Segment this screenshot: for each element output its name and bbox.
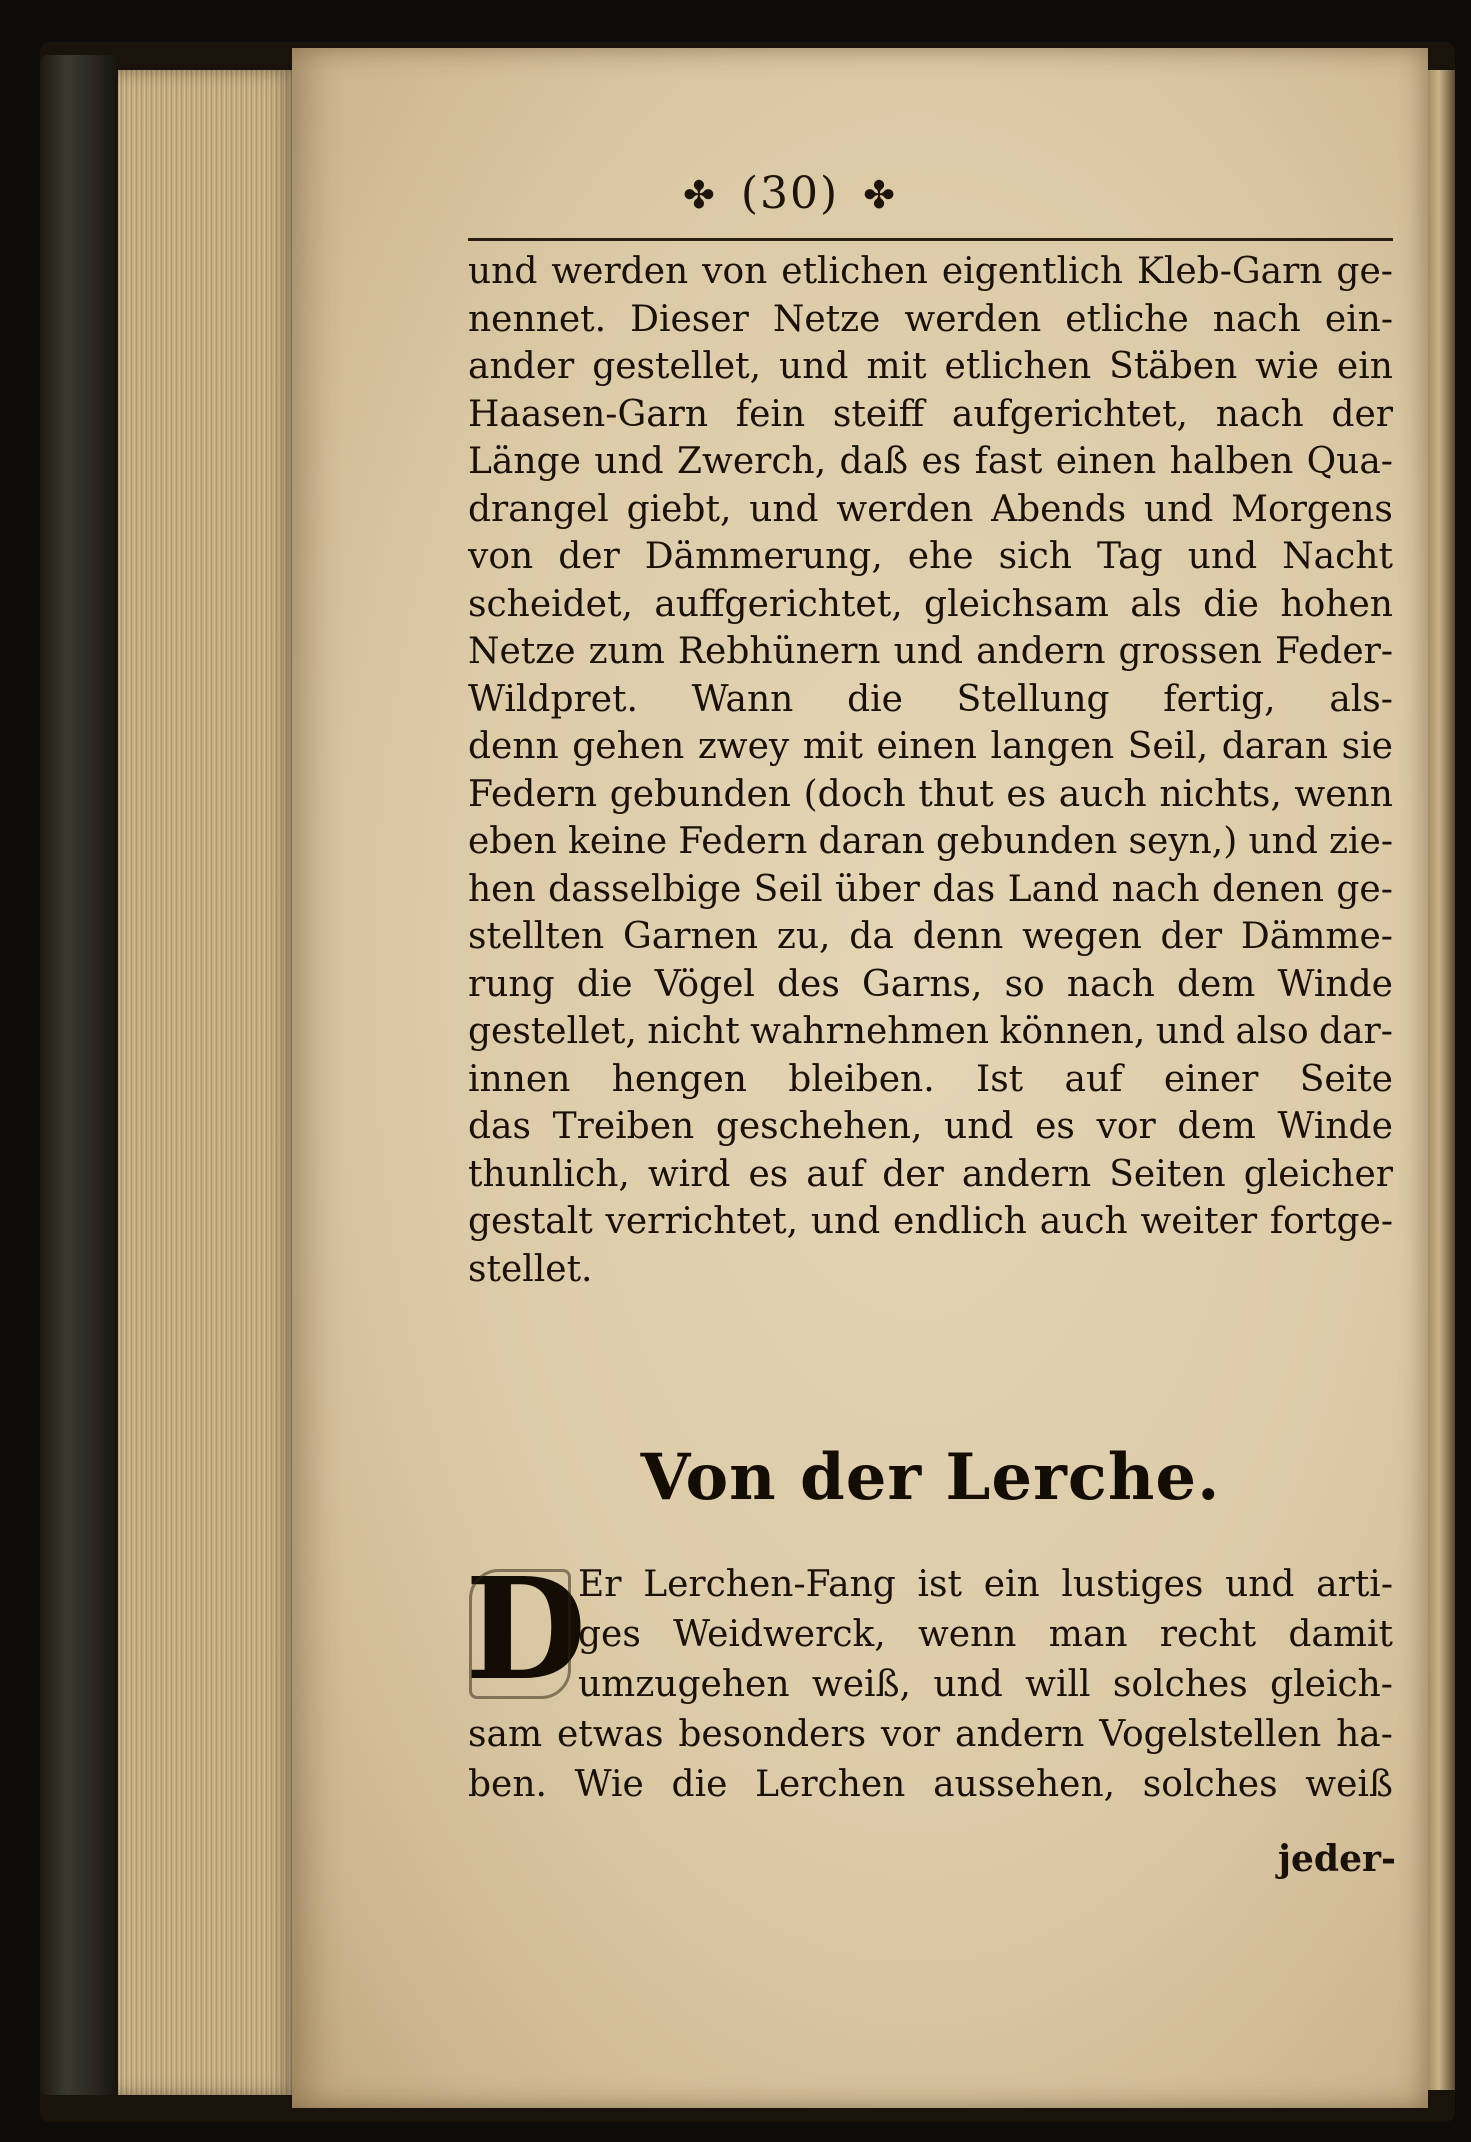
page-number: (30) <box>740 168 840 219</box>
drop-cap: D <box>465 1548 587 1712</box>
text-line: Länge und Zwerch, daß es fast einen halben Qua- <box>468 441 1393 482</box>
text-line: nennet. Dieser Netze werden etliche nach ein- <box>468 298 1393 340</box>
text-line: Haasen-Garn fein steiff aufgerichtet, nach der <box>468 393 1393 435</box>
paragraph-2-indented <box>578 1560 1393 1710</box>
text-line: sam etwas besonders vor andern Vogelstellen ha- <box>468 1714 1393 1755</box>
text-line: Federn gebunden (doch thut es auch nichts, wenn <box>468 773 1393 815</box>
page-stack <box>118 70 298 2095</box>
paragraph-2-full <box>468 1710 1393 1810</box>
text-line: scheidet, auffgerichtet, gleichsam als die hohen <box>468 583 1393 625</box>
text-line: hen dasselbige Seil über das Land nach denen ge- <box>468 868 1393 910</box>
text-line: und werden von etlichen eigentlich Kleb-Garn ge- <box>468 251 1393 292</box>
text-line: stellten Garnen zu, da denn wegen der Dämme- <box>468 916 1393 957</box>
text-line: thunlich, wird es auf der andern Seiten gleicher <box>468 1153 1393 1195</box>
text-line: eben keine Federn daran gebunden seyn,) und zie- <box>468 821 1393 862</box>
text-line: Netze zum Rebhünern und andern grossen Feder- <box>468 631 1393 672</box>
catchword: jeder- <box>1278 1838 1396 1880</box>
text-line: drangel giebt, und werden Abends und Morgens <box>468 488 1393 530</box>
header-rule <box>468 238 1393 241</box>
text-line: gestalt verrichtet, und endlich auch weiter fortge- <box>468 1201 1393 1242</box>
text-line: gestellet, nicht wahrnehmen können, und also dar- <box>468 1011 1393 1052</box>
section-heading: Von der Lerche. <box>640 1440 1221 1515</box>
text-line: von der Dämmerung, ehe sich Tag und Nacht <box>468 536 1393 577</box>
ornament-right-icon: ✤ <box>863 173 897 217</box>
text-line: denn gehen zwey mit einen langen Seil, daran sie <box>468 726 1393 767</box>
text-line: ben. Wie die Lerchen aussehen, solches weiß <box>468 1764 1393 1805</box>
text-line: umzugehen weiß, und will solches gleich- <box>578 1664 1393 1705</box>
text-line: Wildpret. Wann die Stellung fertig, als- <box>468 678 1393 720</box>
paragraph-1 <box>468 248 1393 1293</box>
text-line: ges Weidwerck, wenn man recht damit <box>578 1614 1393 1655</box>
text-line: stellet. <box>468 1248 593 1290</box>
text-line: Er Lerchen-Fang ist ein lustiges und arti- <box>578 1564 1393 1605</box>
page-header <box>500 168 1080 219</box>
text-line: rung die Vögel des Garns, so nach dem Winde <box>468 963 1393 1005</box>
text-line: innen hengen bleiben. Ist auf einer Seite <box>468 1058 1393 1100</box>
ornament-left-icon: ✤ <box>682 173 717 217</box>
facing-page-edge <box>1428 70 1455 2090</box>
text-line: ander gestellet, und mit etlichen Stäben wie ein <box>468 346 1393 387</box>
book-cover-edge <box>40 55 118 2095</box>
text-line: das Treiben geschehen, und es vor dem Winde <box>468 1106 1393 1147</box>
